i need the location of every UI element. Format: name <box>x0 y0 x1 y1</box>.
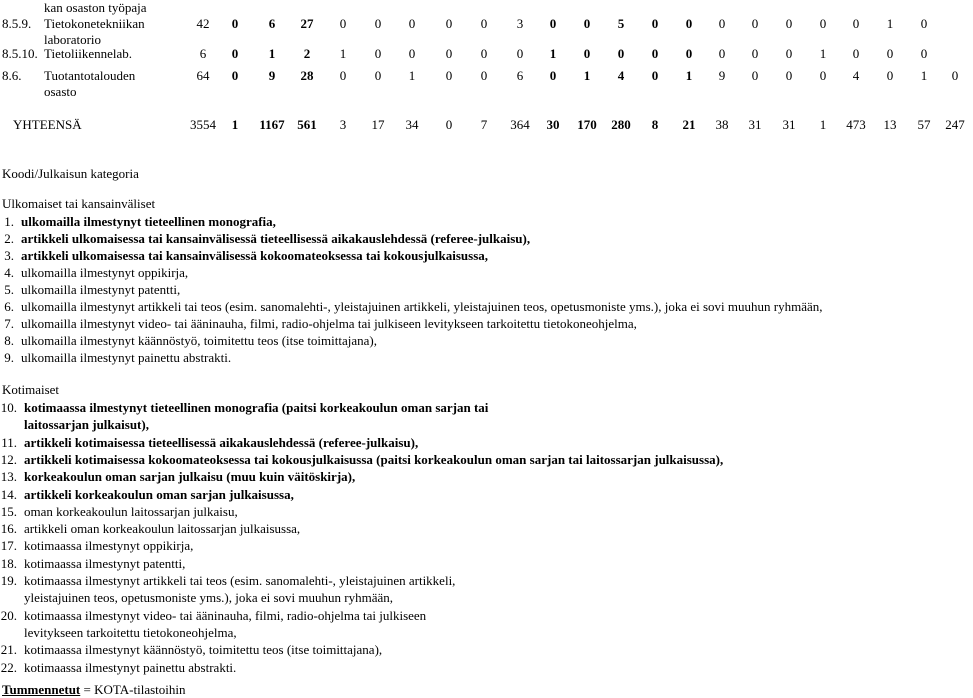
table-cell: 0 <box>374 46 382 61</box>
legend-item <box>0 660 960 676</box>
item-text: kotimaassa ilmestynyt oppikirja, <box>24 538 194 554</box>
item-text: kotimaassa ilmestynyt video- tai ääninauha, filmi, radio-ohjelma tai julkiseen <box>24 607 427 623</box>
row-name: Tietoliikennelab. <box>44 46 132 61</box>
table-cell: 6 <box>516 68 524 83</box>
total-cell: 8 <box>651 117 659 132</box>
table-cell: 0 <box>685 16 693 31</box>
legend-item <box>0 400 960 416</box>
row-name: kan osaston työpaja <box>44 0 147 15</box>
item-number: 6. <box>4 298 14 314</box>
item-number: 19. <box>0 573 17 588</box>
total-cell: 1 <box>231 117 239 132</box>
legend-item <box>0 538 960 554</box>
item-number: 20. <box>0 607 17 623</box>
table-cell: 0 <box>785 16 793 31</box>
table-cell: 0 <box>651 46 659 61</box>
total-cell: 170 <box>577 117 597 132</box>
item-text: artikkeli kotimaisessa kokoomateoksessa tai kokousjulkaisussa (paitsi korkeakoulun oman sarjan tai laitossarjan julkaisussa), <box>24 451 724 467</box>
item-number: 12. <box>0 451 17 467</box>
table-cell: 0 <box>445 46 453 61</box>
item-text: kotimaassa ilmestynyt tieteellinen monografia (paitsi korkeakoulun oman sarjan tai <box>24 400 489 415</box>
table-cell: 0 <box>651 68 659 83</box>
item-number: 9. <box>4 349 14 365</box>
item-text: artikkeli ulkomaisessa tai kansainvälisessä tieteellisessä aikakauslehdessä (referee-julkaisu), <box>21 230 531 246</box>
legend-item <box>0 573 960 589</box>
table-cell: 4 <box>852 68 860 83</box>
total-cell: 247 <box>945 117 965 132</box>
legend-item <box>0 642 960 658</box>
table-cell: 28 <box>300 68 314 83</box>
legend-item <box>0 590 960 606</box>
legend-item <box>0 608 960 624</box>
item-text: ulkomailla ilmestynyt painettu abstrakti. <box>21 349 232 365</box>
table-cell: 0 <box>583 16 591 31</box>
total-label: YHTEENSÄ <box>13 117 82 132</box>
table-cell: 5 <box>617 16 625 31</box>
table-cell: 1 <box>549 46 557 61</box>
legend-item <box>0 504 960 520</box>
item-text: korkeakoulun oman sarjan julkaisu (muu kuin väitöskirja), <box>24 469 356 485</box>
table-cell: 0 <box>480 46 488 61</box>
table-cell: 0 <box>951 68 959 83</box>
item-number: 8. <box>4 332 14 348</box>
item-number: 11. <box>1 434 17 450</box>
table-cell: 0 <box>408 46 416 61</box>
table-cell: 42 <box>196 16 210 31</box>
total-cell: 280 <box>611 117 631 132</box>
item-text: kotimaassa ilmestynyt painettu abstrakti. <box>24 659 237 675</box>
item-text: ulkomailla ilmestynyt patentti, <box>21 281 181 297</box>
item-number: 5. <box>4 281 14 297</box>
table-cell: 0 <box>374 16 382 31</box>
legend-item <box>0 350 960 366</box>
row-name: Tietokonetekniikan <box>44 16 145 31</box>
legend-heading: Koodi/Julkaisun kategoria <box>2 166 139 181</box>
legend-item <box>0 556 960 572</box>
table-cell: 9 <box>268 68 276 83</box>
legend-item <box>0 521 960 537</box>
total-cell: 3554 <box>190 117 216 132</box>
legend-item <box>0 248 960 264</box>
item-text: yleistajuinen teos, opetusmoniste yms.), joka ei sovi muuhun ryhmään, <box>24 590 394 606</box>
total-cell: 31 <box>748 117 762 132</box>
legend-item <box>0 333 960 349</box>
item-text: laitossarjan julkaisut), <box>24 417 149 433</box>
footer-bold: Tummennetut <box>2 682 81 697</box>
table-cell: 0 <box>920 46 928 61</box>
foreign-heading: Ulkomaiset tai kansainväliset <box>2 196 156 211</box>
total-cell: 7 <box>480 117 488 132</box>
footer-rest: = KOTA-tilastoihin <box>80 682 186 697</box>
total-cell: 0 <box>445 117 453 132</box>
item-text: levitykseen tarkoitettu tietokoneohjelma, <box>24 624 237 640</box>
table-cell: 0 <box>339 16 347 31</box>
legend-item <box>0 487 960 503</box>
table-cell: 0 <box>718 46 726 61</box>
row-code: 8.5.9. <box>2 16 32 31</box>
item-text: ulkomailla ilmestynyt video- tai ääninauha, filmi, radio-ohjelma tai julkiseen levitykseen tarkoitettu tietokoneohjelma, <box>21 315 637 331</box>
table-cell: 0 <box>445 68 453 83</box>
total-cell: 473 <box>846 117 866 132</box>
table-cell: 0 <box>886 46 894 61</box>
item-number: 22. <box>0 659 17 675</box>
footer-note <box>2 682 186 698</box>
item-text: kotimaassa ilmestynyt käännöstyö, toimitettu teos (itse toimittajana), <box>24 642 383 658</box>
table-cell: 0 <box>920 16 928 31</box>
total-cell: 21 <box>682 117 696 132</box>
table-cell: 0 <box>549 16 557 31</box>
table-cell: 0 <box>751 68 759 83</box>
table-cell: 0 <box>480 68 488 83</box>
item-number: 13. <box>0 469 17 485</box>
item-number: 17. <box>0 538 17 554</box>
table-cell: 0 <box>549 68 557 83</box>
item-text: artikkeli kotimaisessa tieteellisessä aikakauslehdessä (referee-julkaisu), <box>24 434 419 450</box>
table-cell: 0 <box>685 46 693 61</box>
total-cell: 57 <box>917 117 931 132</box>
table-cell: 0 <box>480 16 488 31</box>
table-cell: 1 <box>268 46 276 61</box>
item-text: ulkomailla ilmestynyt artikkeli tai teos (esim. sanomalehti-, yleistajuinen artikkeli, yleistajuinen teos, opetusmoniste yms.), joka ei sovi muuhun ryhmään, <box>21 298 823 314</box>
table-cell: 0 <box>445 16 453 31</box>
table-cell: 0 <box>651 16 659 31</box>
table-cell: 4 <box>617 68 625 83</box>
item-number: 4. <box>4 264 14 280</box>
item-number: 10. <box>0 400 17 415</box>
item-text: ulkomailla ilmestynyt käännöstyö, toimitettu teos (itse toimittajana), <box>21 332 377 348</box>
table-cell: 0 <box>408 16 416 31</box>
table-cell: 27 <box>300 16 314 31</box>
total-cell: 561 <box>297 117 317 132</box>
table-cell: 1 <box>583 68 591 83</box>
row-name: osasto <box>44 84 77 99</box>
table-cell: 0 <box>617 46 625 61</box>
legend-item <box>0 282 960 298</box>
table-cell: 0 <box>583 46 591 61</box>
item-number: 1. <box>4 213 14 229</box>
total-cell: 30 <box>546 117 560 132</box>
table-cell: 0 <box>852 16 860 31</box>
table-cell: 0 <box>374 68 382 83</box>
total-cell: 1 <box>819 117 827 132</box>
legend-item <box>0 214 960 230</box>
legend-item <box>0 231 960 247</box>
item-number: 16. <box>0 521 17 537</box>
table-cell: 0 <box>886 68 894 83</box>
table-cell: 0 <box>516 46 524 61</box>
row-name: laboratorio <box>44 32 102 47</box>
item-text: artikkeli oman korkeakoulun laitossarjan julkaisussa, <box>24 521 301 537</box>
table-cell: 1 <box>339 46 347 61</box>
total-cell: 38 <box>715 117 729 132</box>
legend-item <box>0 452 960 468</box>
table-cell: 9 <box>718 68 726 83</box>
table-cell: 0 <box>852 46 860 61</box>
table-cell: 1 <box>819 46 827 61</box>
table-cell: 0 <box>785 68 793 83</box>
row-code: 8.6. <box>2 68 22 83</box>
item-text: artikkeli korkeakoulun oman sarjan julkaisussa, <box>24 486 294 502</box>
total-cell: 3 <box>339 117 347 132</box>
table-cell: 1 <box>408 68 416 83</box>
item-number: 21. <box>0 642 17 658</box>
legend-item <box>0 625 960 641</box>
item-number: 3. <box>4 247 14 263</box>
table-cell: 2 <box>303 46 311 61</box>
table-cell: 0 <box>231 16 239 31</box>
item-text: artikkeli ulkomaisessa tai kansainvälisessä kokoomateoksessa tai kokousjulkaisussa, <box>21 247 489 263</box>
table-cell: 0 <box>785 46 793 61</box>
legend-item <box>0 435 960 451</box>
table-cell: 6 <box>268 16 276 31</box>
item-number: 7. <box>4 315 14 331</box>
total-cell: 13 <box>883 117 897 132</box>
table-cell: 6 <box>199 46 207 61</box>
table-cell: 3 <box>516 16 524 31</box>
table-cell: 64 <box>196 68 210 83</box>
table-cell: 0 <box>751 46 759 61</box>
legend-item <box>0 417 960 433</box>
legend-item <box>0 316 960 332</box>
legend-item <box>0 469 960 485</box>
table-cell: 1 <box>920 68 928 83</box>
row-name: Tuotantotalouden <box>44 68 136 83</box>
table-cell: 0 <box>339 68 347 83</box>
table-cell: 1 <box>886 16 894 31</box>
item-text: oman korkeakoulun laitossarjan julkaisu, <box>24 503 238 519</box>
item-text: ulkomailla ilmestynyt oppikirja, <box>21 264 189 280</box>
legend-item <box>0 265 960 281</box>
total-cell: 1167 <box>259 117 285 132</box>
table-cell: 0 <box>231 68 239 83</box>
total-cell: 34 <box>405 117 419 132</box>
table-cell: 0 <box>718 16 726 31</box>
total-cell: 31 <box>782 117 796 132</box>
total-cell: 17 <box>371 117 385 132</box>
item-text: ulkomailla ilmestynyt tieteellinen monografia, <box>21 213 276 229</box>
item-text: kotimaassa ilmestynyt artikkeli tai teos (esim. sanomalehti-, yleistajuinen artikkeli, <box>24 573 456 588</box>
table-cell: 1 <box>685 68 693 83</box>
item-number: 2. <box>4 230 14 246</box>
table-cell: 0 <box>231 46 239 61</box>
item-number: 18. <box>0 555 17 571</box>
item-text: kotimaassa ilmestynyt patentti, <box>24 555 186 571</box>
legend-item <box>0 299 960 315</box>
table-cell: 0 <box>819 68 827 83</box>
item-number: 15. <box>0 503 17 519</box>
table-cell: 0 <box>819 16 827 31</box>
row-code: 8.5.10. <box>2 46 38 61</box>
item-number: 14. <box>0 486 17 502</box>
total-cell: 364 <box>510 117 530 132</box>
table-cell: 0 <box>751 16 759 31</box>
domestic-heading: Kotimaiset <box>2 382 60 397</box>
